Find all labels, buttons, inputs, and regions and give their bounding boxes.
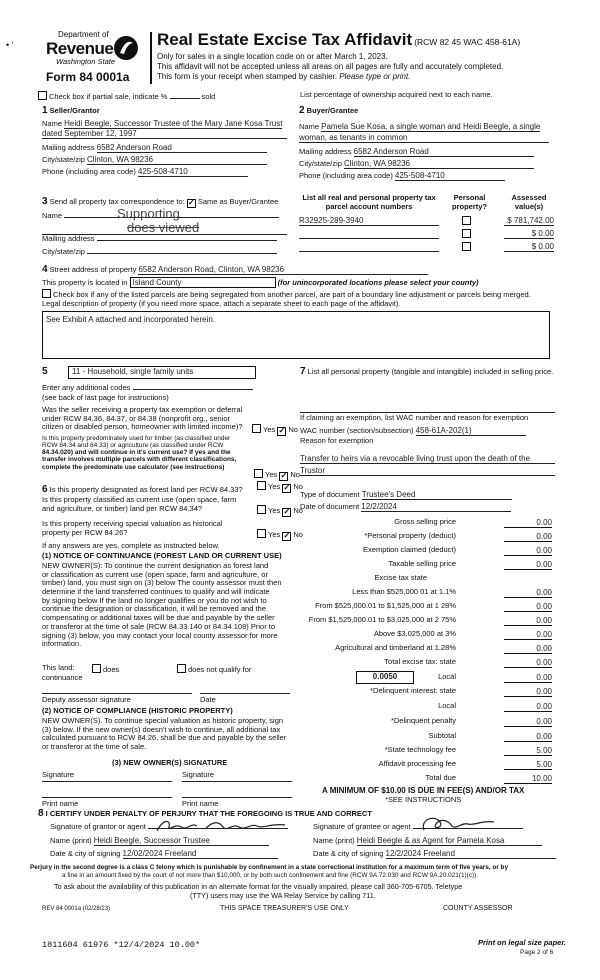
corr-city-label: City/state/zip <box>42 247 85 256</box>
buyer-section <box>299 105 564 185</box>
county-select[interactable]: Island County <box>130 277 276 288</box>
tax-label-12: *Delinquent interest: state <box>370 686 456 695</box>
tax-value-9[interactable]: 0.00 <box>504 644 552 654</box>
tax-row-tech-fee <box>300 746 552 757</box>
new-owner-print-1[interactable] <box>42 797 172 798</box>
personal-property-label: List all personal property (tangible and intangible) included in selling price. <box>307 367 554 376</box>
section-5-number: 5 <box>42 366 48 377</box>
tax-row-tier3 <box>300 616 552 627</box>
grantee-signature-icon <box>418 814 498 834</box>
sold-label: sold <box>201 92 216 101</box>
tax-value-1[interactable]: 0.00 <box>504 532 552 542</box>
tax-row-total-state <box>300 658 552 669</box>
tax-row-subtotal <box>300 732 552 743</box>
grantee-date-field[interactable]: 12/2/2024 Freeland <box>386 849 556 859</box>
n1-line-3: determine if the land transferred continues to qualify and will indicate <box>42 587 270 597</box>
notice-2-text <box>42 717 294 752</box>
parcel-personal-1[interactable] <box>462 216 471 225</box>
partial-sale-label: Check box if partial sale, indicate % <box>49 92 168 101</box>
receipt-note: This form is your receipt when stamped by cashier. <box>157 72 340 81</box>
tax-value-5[interactable]: 0.00 <box>504 588 552 598</box>
corr-mailing-label: Mailing address <box>42 234 95 243</box>
section-6-number: 6 <box>42 484 48 495</box>
seller-city-field[interactable]: Clinton, WA 98236 <box>87 155 267 165</box>
state-label: Washington State <box>56 57 116 66</box>
parcels-table <box>299 194 559 256</box>
deputy-date-label: Date <box>200 695 216 704</box>
forest-yes-label: Yes <box>268 482 281 491</box>
cu-line-a: Is this property classified as current use (open space, farm <box>42 495 237 504</box>
avail-line-2: (TTY) users may use the WA Relay Service by calling 711. <box>190 891 376 900</box>
deputy-date-field[interactable] <box>200 693 290 694</box>
cu-line-b: and agriculture, or timber) land per RCW 84.34? <box>42 503 203 513</box>
parcels-h3: Assessed <box>511 193 547 202</box>
perjury-line-1: Perjury in the second degree is a class C felony which is punishable by confinement in a state correctional institution for a maximum term of five years, or by <box>30 864 509 871</box>
q2-no-checkbox[interactable] <box>279 472 288 481</box>
seller-phone-label: Phone (including area code) <box>42 167 136 176</box>
this-land-label: This land: <box>42 663 75 672</box>
n1-line-7: or transferor at the time of sale (RCW 84.33.140 or 84.34 108) Prior to <box>42 621 276 631</box>
tax-value-17[interactable]: 5.00 <box>504 760 552 770</box>
buyer-name-field-line2[interactable]: woman, as tenants in common <box>299 133 549 143</box>
exemption-claim-label: If claiming an exemption, list WAC number and reason for exemption <box>300 413 529 422</box>
parcel-value-1[interactable]: $ 781,742.00 <box>504 216 554 226</box>
seller-mailing-field[interactable]: 6582 Anderson Road <box>97 143 267 153</box>
tax-row-personal <box>300 532 552 543</box>
tax-label-5: Less than $525,000 01 at 1.1% <box>352 587 456 596</box>
legal-desc-value: See Exhibit A attached and incorporated herein. <box>46 315 216 324</box>
grantee-date-label: Date & city of signing <box>313 849 384 858</box>
timber-question <box>42 435 254 471</box>
dor-logo <box>34 30 144 86</box>
scan-mark-icon: • ‘ <box>6 40 14 50</box>
sig1-label: Signature <box>42 770 75 779</box>
hist-no-label: No <box>293 530 303 539</box>
buyer-mailing-field[interactable]: 6582 Anderson Road <box>354 147 534 157</box>
addl-codes-field[interactable] <box>133 389 253 390</box>
correspondence-section <box>42 196 292 260</box>
tax-value-2[interactable]: 0.00 <box>504 546 552 556</box>
tax-label-15: Subtotal <box>428 731 456 740</box>
legal-desc-label: Legal description of property (if you need more space, attach a separate sheet to each page of the affidavit). <box>42 299 401 308</box>
tax-value-13[interactable]: 0.00 <box>504 702 552 712</box>
n2-line-2: calculated pursuant to RCW 84.26, shall be due and payable by the seller <box>42 733 287 743</box>
n1-line-8: signing (3) below, you may contact your local county assessor for more <box>42 630 278 640</box>
partial-pct-field[interactable] <box>170 98 200 99</box>
tax-value-8[interactable]: 0.00 <box>504 630 552 640</box>
grantee-name-field[interactable]: Heidi Beegle & as Agent for Pamela Kosa <box>357 836 542 846</box>
q2-no-label: No <box>290 470 300 479</box>
corr-name-label: Name <box>42 211 63 220</box>
revenue-emblem-icon <box>112 34 140 62</box>
n1-line-1: or classification as current use (open space, farm and agriculture, or <box>42 569 268 579</box>
tax-row-gross <box>300 518 552 529</box>
parcels-col-personal <box>447 194 492 211</box>
tax-label-2: Exemption claimed (deduct) <box>363 545 456 554</box>
tax-row-tier2 <box>300 602 552 613</box>
tax-row-delinq-state <box>300 687 552 698</box>
tax-row-local <box>300 673 552 684</box>
grantee-sig-label: Signature of grantee or agent <box>313 822 411 831</box>
land-use-code-select[interactable]: 11 - Household, single family units <box>68 366 256 379</box>
reason-label: Reason for exemption <box>300 436 374 445</box>
tax-value-15[interactable]: 0.00 <box>504 732 552 742</box>
new-owner-sig-1[interactable] <box>42 781 172 782</box>
street-field[interactable]: 6582 Anderson Road, Clinton, WA 98236 <box>138 265 428 275</box>
n2-line-3: or transferor at the time of sale. <box>42 742 147 752</box>
forest-no-checkbox[interactable] <box>282 484 291 493</box>
buyer-name-label: Name <box>299 122 320 131</box>
buyer-phone-label: Phone (including area code) <box>299 171 393 180</box>
page-number: Page 2 of 6 <box>520 949 554 956</box>
certify-label: I CERTIFY UNDER PENALTY OF PERJURY THAT THE FOREGOING IS TRUE AND CORRECT <box>45 809 372 818</box>
wac-field[interactable]: 458-61A-202(1) <box>416 426 526 436</box>
q1-no-label: No <box>288 425 298 434</box>
n2-line-0: NEW OWNER(S). To continue special valuation as historic property, sign <box>42 716 284 725</box>
exemption-question <box>42 406 252 432</box>
doc-type-field[interactable]: Trustee's Deed <box>362 490 512 500</box>
avail-line-1: To ask about the availability of this publication in an alternate format for the visually impaired, please call 360-705-6705. Teletype <box>54 882 463 891</box>
form-number: Form 84 0001a <box>46 70 130 84</box>
dept-label: Department of <box>58 30 109 39</box>
title-text: Real Estate Excise Tax Affidavit <box>157 30 413 49</box>
buyer-mailing-label: Mailing address <box>299 147 352 156</box>
buyer-city-label: City/state/zip <box>299 159 342 168</box>
tax-row-ag <box>300 644 552 655</box>
q1-yes-label: Yes <box>263 425 276 434</box>
q1-line-b: under RCW 84.36, 84.37, or 84.38 (nonprofit org., senior <box>42 413 231 423</box>
recording-stamp: 1811604 61976 *12/4/2024 10.00* <box>42 940 201 950</box>
tax-row-processing-fee <box>300 760 552 771</box>
tax-row-tier4 <box>300 630 552 641</box>
perjury-line-2: a fine in an amount fixed by the court of not more than $10,000, or by both such confinement and fine (RCW 9A.72.030 and RCW 9A.20.021(1)(c)). <box>62 872 478 879</box>
form-title <box>157 30 520 50</box>
wac-label: WAC number (section/subsection) <box>300 426 414 435</box>
tax-value-18[interactable]: 10.00 <box>504 774 552 784</box>
parcels-h2: Personal <box>453 193 486 202</box>
deputy-sig-label: Deputy assessor signature <box>42 695 131 704</box>
seller-mailing-label: Mailing address <box>42 143 95 152</box>
parcels-col-value <box>504 194 554 211</box>
doc-type-label: Type of document <box>300 490 360 499</box>
parcels-h3b: value(s) <box>514 201 544 211</box>
tax-row-penalty <box>300 717 552 728</box>
minimum-due-note: A MINIMUM OF $10.00 IS DUE IN FEE(S) AND/OR TAX <box>322 786 525 795</box>
buyer-city-field[interactable]: Clinton, WA 98236 <box>344 159 534 169</box>
header-divider <box>150 32 152 84</box>
grantor-date-label: Date & city of signing <box>50 849 121 858</box>
tax-row-taxable <box>300 560 552 571</box>
reason-field[interactable]: Transfer to heirs via a revocable living trust upon the death of the <box>300 454 555 464</box>
legal-size-note: Print on legal size paper. <box>478 938 566 947</box>
tax-label-17: Affidavit processing fee <box>378 759 456 768</box>
notice-3-heading: (3) NEW OWNER(S) SIGNATURE <box>112 758 228 767</box>
print2-label: Print name <box>182 799 219 808</box>
parcel-value-3[interactable]: $ 0.00 <box>504 242 554 252</box>
notice-1-text <box>42 562 294 649</box>
type-print-note: Please type or print. <box>339 72 411 81</box>
parcel-account-3[interactable] <box>299 242 439 252</box>
tax-value-11[interactable]: 0.00 <box>504 673 552 683</box>
tax-label-4: Excise tax state <box>374 573 427 582</box>
q2-line-c: 84.34.020) and will continue in it's current use? If yes and the <box>42 449 231 457</box>
corr-mailing-field[interactable] <box>97 240 277 241</box>
q1-line-c: citizen or disabled person, homeowner with limited income)? <box>42 422 243 432</box>
section-7-number: 7 <box>300 366 306 377</box>
parcel-personal-2[interactable] <box>462 229 471 238</box>
notice-2-heading: (2) NOTICE OF COMPLIANCE (HISTORIC PROPERTY) <box>42 706 233 715</box>
tax-label-13: Local <box>438 701 456 710</box>
sig2-label: Signature <box>182 770 215 779</box>
same-as-buyer-checkbox[interactable] <box>187 199 196 208</box>
same-as-buyer-label: Same as Buyer/Grantee <box>197 197 279 206</box>
n1-line-2: timber) land, you must sign on (3) below The county assessor must then <box>42 578 282 588</box>
q2-line-d: transfer involves multiple parcels with different classifications, <box>42 456 237 464</box>
n1-line-6: compensating or additional taxes will be due and payable by the seller <box>42 613 275 623</box>
seller-name-label: Name <box>42 119 63 128</box>
grantor-name-field[interactable]: Heidi Beegle, Successor Trustee <box>94 836 269 846</box>
historic-question <box>42 520 252 537</box>
tax-row-delinq-local <box>300 702 552 713</box>
q2-line-b: RCW 84.34 and 84.33) or agriculture (as classified under RCW <box>42 442 224 450</box>
n1-line-5: continue the designation or classification, it will be removed and the <box>42 604 266 614</box>
n1-line-4: by signing below If the land no longer qualifies or you do not wish to <box>42 595 267 605</box>
tax-label-16: *State technology fee <box>384 745 456 754</box>
cu-yes-checkbox[interactable] <box>257 505 266 514</box>
tax-value-3[interactable]: 0.00 <box>504 560 552 570</box>
buyer-name-field[interactable]: Pamela Sue Kosa, a single woman and Heidi Beegle, a single <box>321 122 541 131</box>
tax-row-excise-heading <box>300 574 552 585</box>
reason-field-line2[interactable]: Trustor <box>300 466 555 476</box>
current-use-question <box>42 496 252 513</box>
tax-label-10: Total excise tax: state <box>384 657 456 666</box>
print1-label: Print name <box>42 799 79 808</box>
corr-name-handwriting: Supporting <box>117 206 180 221</box>
grantee-name-label: Name (print) <box>313 836 355 845</box>
grantor-date-field[interactable]: 12/02/2024 Freeland <box>123 849 278 859</box>
grantor-name-label: Name (print) <box>50 836 92 845</box>
section-1-number: 1 <box>42 105 48 116</box>
parcels-h1b: parcel account numbers <box>325 201 413 211</box>
q1-yes-checkbox[interactable] <box>252 424 261 433</box>
located-label: This property is located in <box>42 278 128 287</box>
buyer-heading: Buyer/Grantee <box>306 106 359 115</box>
parcel-value-2[interactable]: $ 0.00 <box>504 229 554 239</box>
tax-row-total-due <box>300 774 552 785</box>
hist-yes-checkbox[interactable] <box>257 529 266 538</box>
hist-yes-label: Yes <box>268 530 281 539</box>
parcel-account-1[interactable]: R32925-289-3940 <box>299 216 439 226</box>
addl-codes-label: Enter any additional codes <box>42 383 131 392</box>
tax-value-7[interactable]: 0.00 <box>504 616 552 626</box>
buyer-phone-field[interactable]: 425-508-4710 <box>395 171 505 181</box>
tax-label-18: Total due <box>425 773 456 782</box>
n1-line-9: information. <box>42 639 82 649</box>
tax-label-11: Local <box>438 672 456 681</box>
q1-no-checkbox[interactable] <box>277 427 286 436</box>
notice-1-heading: (1) NOTICE OF CONTINUANCE (FOREST LAND OR CURRENT USE) <box>42 551 282 560</box>
header-note-2: This affidavit will not be accepted unless all areas on all pages are fully and accurately completed. <box>157 62 504 71</box>
new-owner-print-2[interactable] <box>182 797 292 798</box>
parcels-h2b: property? <box>451 201 487 211</box>
partial-sale-row <box>38 91 215 102</box>
tax-label-0: Gross selling price <box>394 517 456 526</box>
see-instructions-note: *SEE INSTRUCTIONS <box>385 795 462 804</box>
county-assessor-label: COUNTY ASSESSOR <box>443 905 513 912</box>
seller-section <box>42 105 292 185</box>
forest-no-label: No <box>293 482 303 491</box>
forest-yes-checkbox[interactable] <box>257 481 266 490</box>
tax-label-7: From $1,525,000.01 to $3,025,000 at 2 75% <box>308 615 456 624</box>
seller-city-label: City/state/zip <box>42 155 85 164</box>
cu-no-label: No <box>293 506 303 515</box>
legal-desc-field[interactable] <box>42 311 550 359</box>
street-label: Street address of property <box>49 265 137 274</box>
addl-codes-note: (see back of last page for instructions) <box>42 393 169 402</box>
tax-label-1: *Personal property (deduct) <box>364 531 456 540</box>
does-qualify-checkbox[interactable] <box>92 664 101 673</box>
q2-line-e: complete the predominate use calculator (see instructions) <box>42 463 225 471</box>
doc-date-field[interactable]: 12/2/2024 <box>361 502 511 512</box>
does-not-label: does not qualify for <box>188 665 252 674</box>
doc-date-label: Date of document <box>300 502 360 511</box>
tax-value-14[interactable]: 0.00 <box>504 717 552 727</box>
tax-label-14: *Delinquent penalty <box>390 716 456 725</box>
if-yes-note: If any answers are yes, complete as instructed below. <box>42 541 220 550</box>
forest-question: Is this property designated as forest land per RCW 84.33? <box>49 485 243 494</box>
hist-line-a: Is this property receiving special valuation as historical <box>42 519 223 528</box>
tax-row-tier1 <box>300 588 552 599</box>
n2-line-1: (3) below. If the new owner(s) doesn't wish to continue, all additional tax <box>42 724 281 734</box>
corr-name-handwriting-2: does viewed <box>127 220 200 235</box>
n1-line-0: NEW OWNER(S): To continue the current designation as forest land <box>42 561 269 570</box>
seller-name-field-line2[interactable]: dated September 12, 1997 <box>42 129 287 139</box>
q2-yes-checkbox[interactable] <box>254 469 263 478</box>
tax-value-16[interactable]: 5.00 <box>504 746 552 756</box>
tax-value-12[interactable]: 0.00 <box>504 687 552 697</box>
section-3-number: 3 <box>42 196 48 207</box>
rcw-ref: (RCW 82 45 WAC 458-61A) <box>414 37 521 47</box>
continuance-label: continuance <box>42 673 83 682</box>
deputy-signature-field[interactable] <box>42 693 192 694</box>
county-note: (for unincorporated locations please select your county) <box>277 278 479 287</box>
header-note-1: Only for sales in a single location code on or after March 1, 2023. <box>157 52 388 61</box>
seller-phone-field[interactable]: 425-508-4710 <box>138 167 248 177</box>
section-8-number: 8 <box>38 808 44 819</box>
parcels-h1: List all real and personal property tax <box>302 193 436 202</box>
cu-no-checkbox[interactable] <box>282 508 291 517</box>
hist-no-checkbox[interactable] <box>282 532 291 541</box>
grantor-signature-icon <box>153 817 293 835</box>
segregated-checkbox[interactable] <box>42 289 51 298</box>
tax-label-9: Agricultural and timberland at 1.28% <box>335 643 456 652</box>
tax-value-0[interactable]: 0.00 <box>504 518 552 528</box>
corr-city-field[interactable] <box>87 253 277 254</box>
does-label: does <box>103 665 120 674</box>
q2-yes-label: Yes <box>265 470 278 479</box>
partial-sale-checkbox[interactable] <box>38 91 47 100</box>
q1-line-a: Was the seller receiving a property tax exemption or deferral <box>42 405 243 414</box>
tax-value-10[interactable]: 0.00 <box>504 658 552 668</box>
tax-row-exemption <box>300 546 552 557</box>
tax-label-8: Above $3,025,000 at 3% <box>373 629 456 638</box>
correspondence-label: Send all property tax correspondence to: <box>49 197 185 206</box>
tax-label-3: Taxable selling price <box>388 559 456 568</box>
new-owner-sig-2[interactable] <box>182 781 292 782</box>
segregated-label: Check box if any of the listed parcels are being segregated from another parcel, are part of a boundary line adjustment or parcels being merged. <box>53 290 531 299</box>
treasurer-use-label: THIS SPACE TREASURER'S USE ONLY <box>220 905 349 912</box>
hist-line-b: property per RCW 84.26? <box>42 527 128 537</box>
parcels-col-account <box>299 194 439 211</box>
revision-label: REV 84 0001a (02/28/23) <box>42 906 111 912</box>
parcel-personal-3[interactable] <box>462 242 471 251</box>
does-not-qualify-checkbox[interactable] <box>177 664 186 673</box>
section-2-number: 2 <box>299 105 305 116</box>
seller-name-field[interactable]: Heidi Beegle, Successor Trustee of the Mary Jane Kosa Trust <box>64 119 283 128</box>
tax-label-6: From $525,000.01 to $1,525,000 at 1 28% <box>315 601 456 610</box>
parcel-account-2[interactable] <box>299 229 439 239</box>
tax-value-6[interactable]: 0.00 <box>504 602 552 612</box>
section-4-number: 4 <box>42 264 48 275</box>
header-note-3 <box>157 72 410 81</box>
seller-heading: Seller/Grantor <box>49 106 100 115</box>
q2-line-a: Is this property predominately used for timber (as classified under <box>42 435 231 442</box>
local-rate-field[interactable]: 0.0050 <box>356 671 414 684</box>
list-percentage-note: List percentage of ownership acquired next to each name. <box>300 90 493 99</box>
agency-label: Revenue <box>46 39 114 58</box>
cu-yes-label: Yes <box>268 506 281 515</box>
grantor-sig-label: Signature of grantor or agent <box>50 822 146 831</box>
